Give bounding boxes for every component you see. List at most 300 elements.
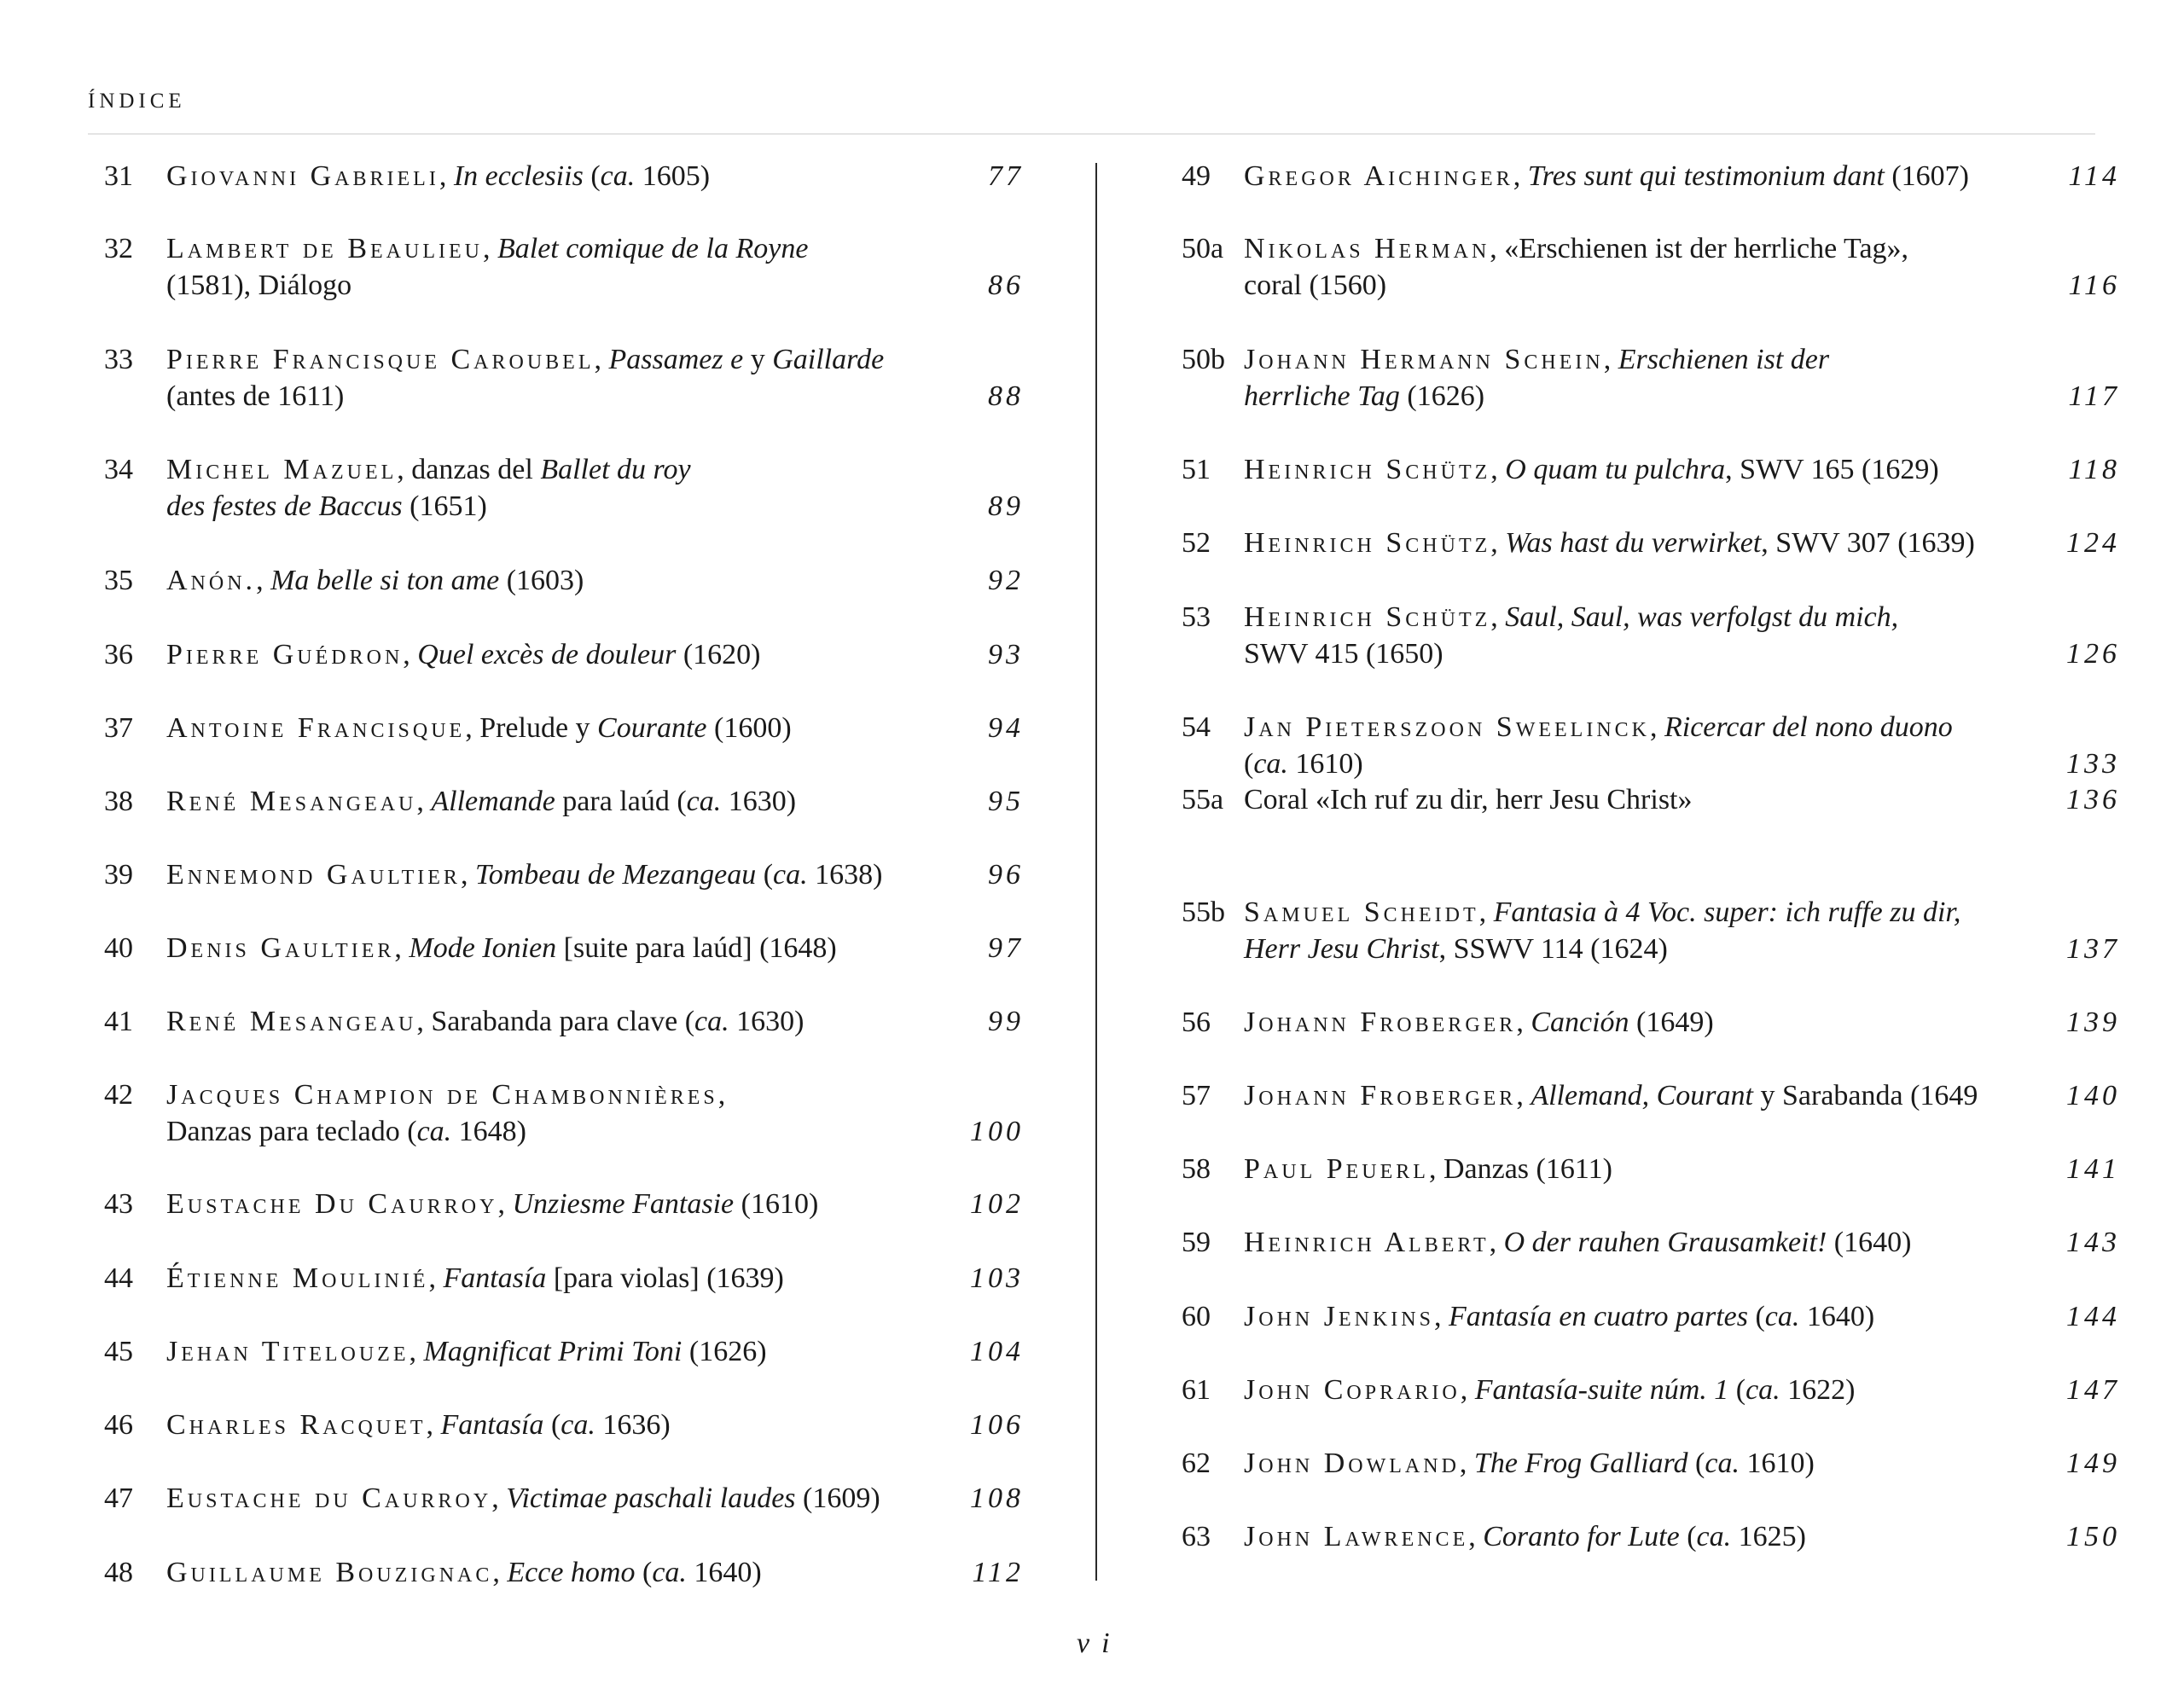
page-number: 106	[970, 1409, 1024, 1441]
entry-line	[1244, 931, 1960, 967]
toc-entry	[104, 856, 1024, 893]
entry-text: (	[635, 1557, 653, 1588]
entry-text: (	[1728, 1374, 1746, 1406]
entry-text: ,	[1478, 897, 1494, 928]
entry-line	[166, 158, 710, 194]
entry-text: , SWV 307 (1639)	[1761, 527, 1975, 559]
toc-entry	[104, 930, 1024, 966]
entry-text: ,	[439, 160, 454, 192]
entry-text: ,	[1490, 454, 1506, 485]
entry-title	[166, 158, 710, 194]
entry-text: ,	[1513, 160, 1528, 192]
entry-line	[166, 1480, 880, 1517]
entry-text: ,	[460, 859, 475, 891]
composer-name: John Dowland	[1244, 1448, 1460, 1479]
toc-entry	[104, 1003, 1024, 1040]
entry-text: (1626)	[1399, 380, 1485, 412]
entry-text: ,	[1516, 1080, 1531, 1111]
entry-number: 35	[104, 565, 133, 596]
entry-line	[166, 930, 837, 966]
work-title: ca.	[694, 1006, 729, 1037]
entry-number: 52	[1182, 527, 1211, 559]
toc-entry	[1182, 1372, 2120, 1408]
composer-name: Étienne Moulinié	[166, 1262, 429, 1294]
entry-text: [para violas] (1639)	[546, 1262, 784, 1294]
page-number: 94	[988, 712, 1024, 744]
composer-name: Johann Hermann Schein	[1244, 344, 1604, 375]
entry-text: (1607)	[1884, 160, 1970, 192]
entry-line	[1244, 1004, 1714, 1041]
work-title: Quel excès de douleur	[417, 639, 677, 670]
page-number: 77	[988, 160, 1024, 192]
entry-text: , SSWV 114 (1624)	[1438, 933, 1668, 965]
entry-number: 50b	[1182, 344, 1225, 375]
entry-text: (1640)	[1827, 1227, 1912, 1258]
page-number: 114	[2068, 160, 2120, 192]
entry-line	[166, 1260, 784, 1297]
composer-name: René Mesangeau	[166, 1006, 417, 1037]
work-title: ca.	[773, 859, 808, 891]
toc-entry	[104, 451, 1024, 525]
entry-text: , Prelude y	[465, 712, 598, 744]
index-header: ÍNDICE	[88, 90, 186, 113]
entry-text: , SWV 165 (1629)	[1725, 454, 1939, 485]
entry-text: y Sarabanda (1649	[1753, 1080, 1978, 1111]
entry-title	[166, 1260, 784, 1297]
entry-number: 44	[104, 1262, 133, 1294]
entry-number: 38	[104, 786, 133, 817]
entry-number: 55b	[1182, 897, 1225, 928]
entry-text: , Danzas (1611)	[1428, 1153, 1612, 1185]
composer-name: Eustache du Caurroy	[166, 1483, 492, 1514]
entry-text: 1625)	[1731, 1521, 1806, 1552]
page-number: 108	[970, 1483, 1024, 1514]
entry-title	[1244, 1445, 1815, 1482]
entry-title	[1244, 1151, 1612, 1187]
page-number: 118	[2068, 454, 2120, 485]
entry-text: ,	[717, 1079, 726, 1111]
entry-text: 1630)	[729, 1006, 804, 1037]
work-title: Balet comique de la Royne	[497, 233, 809, 264]
entry-line	[166, 230, 808, 267]
composer-name: Heinrich Schütz	[1244, 454, 1491, 485]
entry-number: 54	[1182, 711, 1211, 743]
page-number: 139	[2066, 1007, 2120, 1038]
page-number: 124	[2066, 527, 2120, 559]
work-title: Passamez e	[608, 344, 744, 375]
toc-entry	[104, 1333, 1024, 1370]
work-title: Ma belle si ton ame	[270, 565, 500, 596]
entry-line	[1244, 1224, 1911, 1261]
entry-number: 55a	[1182, 784, 1224, 815]
toc-entry	[1182, 158, 2120, 194]
entry-number: 62	[1182, 1448, 1211, 1479]
composer-name: John Jenkins	[1244, 1301, 1434, 1332]
page-number: 133	[2066, 748, 2120, 780]
entry-title	[1244, 1518, 1806, 1555]
page-number: 117	[2068, 380, 2120, 412]
entry-line	[1244, 709, 1953, 746]
entry-text: ,	[492, 1557, 508, 1588]
composer-name: René Mesangeau	[166, 786, 417, 817]
work-title: Unziesme Fantasie	[512, 1188, 735, 1220]
entry-title	[1244, 230, 1908, 304]
entry-title	[166, 1003, 804, 1040]
entry-line	[1244, 1372, 1856, 1408]
toc-entry	[104, 783, 1024, 820]
page-number: 99	[988, 1006, 1024, 1037]
entry-title	[166, 341, 884, 415]
work-title: Gaillarde	[772, 344, 885, 375]
page-number: 144	[2066, 1301, 2120, 1332]
entry-text: ,	[491, 1483, 507, 1514]
entry-number: 42	[104, 1079, 133, 1111]
entry-number: 63	[1182, 1521, 1211, 1552]
toc-entry	[1182, 599, 2120, 672]
work-title: O quam tu pulchra	[1505, 454, 1726, 485]
entry-number: 49	[1182, 160, 1211, 192]
entry-number: 41	[104, 1006, 133, 1037]
entry-text: (	[1679, 1521, 1697, 1552]
page-number: 149	[2066, 1448, 2120, 1479]
entry-text: 1610)	[1287, 748, 1363, 780]
work-title: ca.	[1764, 1301, 1800, 1332]
page-number: 96	[988, 859, 1024, 891]
entry-title	[1244, 894, 1960, 967]
work-title: ca.	[1745, 1374, 1780, 1406]
entry-text: ,	[497, 1188, 513, 1220]
work-title: ca.	[686, 786, 722, 817]
entry-line	[1244, 781, 1693, 818]
entry-text: ,	[594, 344, 609, 375]
column-divider	[1095, 163, 1097, 1581]
page-number: 89	[988, 490, 1024, 522]
entry-line	[166, 1554, 762, 1591]
composer-name: Ennemond Gaultier	[166, 859, 461, 891]
entry-number: 59	[1182, 1227, 1211, 1258]
page-number: 140	[2066, 1080, 2120, 1111]
entry-line	[166, 488, 691, 525]
toc-entry	[104, 158, 1024, 194]
composer-name: Lambert de Beaulieu	[166, 233, 483, 264]
entry-line	[1244, 230, 1908, 267]
work-title: Erschienen ist der	[1618, 344, 1830, 375]
entry-text: ,	[409, 1336, 424, 1367]
entry-line	[1244, 1077, 1978, 1114]
entry-text: ,	[428, 1262, 444, 1294]
work-title: ca.	[652, 1557, 687, 1588]
page-number: 93	[988, 639, 1024, 670]
page-number: 95	[988, 786, 1024, 817]
page-number: 143	[2066, 1227, 2120, 1258]
composer-name: Johann Froberger	[1244, 1080, 1517, 1111]
entry-line	[1244, 894, 1960, 931]
page-number: 141	[2066, 1153, 2120, 1185]
page-number: 100	[970, 1116, 1024, 1147]
entry-number: 60	[1182, 1301, 1211, 1332]
entry-number: 61	[1182, 1374, 1211, 1406]
entry-text: 1636)	[595, 1409, 671, 1441]
toc-entry	[1182, 1077, 2120, 1114]
page-number: 112	[972, 1557, 1024, 1588]
entry-text: (1649)	[1629, 1007, 1714, 1038]
entry-line	[1244, 746, 1953, 782]
composer-name: Gregor Aichinger	[1244, 160, 1513, 192]
entry-title	[1244, 341, 1829, 415]
entry-line	[166, 267, 808, 304]
entry-text: ,	[1490, 527, 1506, 559]
toc-entry	[1182, 525, 2120, 561]
entry-text: , Sarabanda para clave (	[416, 1006, 695, 1037]
work-title: Fantasía-suite núm. 1	[1474, 1374, 1729, 1406]
entry-title	[1244, 1298, 1874, 1335]
work-title: Victimae paschali laudes	[506, 1483, 796, 1514]
entry-text: ,	[394, 932, 410, 964]
entry-text: ,	[1489, 1227, 1504, 1258]
entry-title	[166, 1407, 671, 1443]
entry-title	[166, 636, 761, 673]
toc-entry	[1182, 1445, 2120, 1482]
composer-name: Antoine Francisque	[166, 712, 466, 744]
work-title: Tombeau de Mezangeau	[474, 859, 757, 891]
entry-text: 1630)	[721, 786, 797, 817]
entry-number: 57	[1182, 1080, 1211, 1111]
entry-text: Coral «Ich ruf zu dir, herr Jesu Christ»	[1244, 784, 1693, 815]
work-title: ca.	[416, 1116, 452, 1147]
entry-number: 51	[1182, 454, 1211, 485]
entry-title	[166, 1076, 725, 1150]
page-number: 103	[970, 1262, 1024, 1294]
composer-name: Heinrich Albert	[1244, 1227, 1490, 1258]
page-number: 88	[988, 380, 1024, 412]
composer-name: Michel Mazuel	[166, 454, 398, 485]
page-number: 137	[2066, 933, 2120, 965]
entry-line	[1244, 378, 1829, 415]
entry-text: ,	[1468, 1521, 1484, 1552]
entry-text: para laúd (	[555, 786, 687, 817]
entry-text: 1638)	[807, 859, 883, 891]
toc-entry	[1182, 1151, 2120, 1187]
composer-name: Anón.	[166, 565, 257, 596]
work-title: Magnificat Primi Toni	[423, 1336, 682, 1367]
entry-text: (1626)	[682, 1336, 767, 1367]
work-title: Herr Jesu Christ	[1244, 933, 1439, 965]
toc-entry	[1182, 230, 2120, 304]
work-title: ca.	[1696, 1521, 1732, 1552]
toc-entry	[104, 1186, 1024, 1222]
toc-entry	[104, 1407, 1024, 1443]
toc-entry	[104, 1076, 1024, 1150]
entry-line	[166, 562, 584, 599]
entry-title	[166, 562, 584, 599]
entry-number: 31	[104, 160, 133, 192]
composer-name: Heinrich Schütz	[1244, 601, 1491, 633]
entry-title	[166, 230, 808, 304]
entry-line	[166, 783, 796, 820]
work-title: Allemande	[431, 786, 555, 817]
composer-name: Jacques Champion de Chambonnières	[166, 1079, 718, 1111]
entry-text: ,	[256, 565, 271, 596]
work-title: Ballet du roy	[540, 454, 691, 485]
work-title: Saul, Saul, was verfolgst du mich,	[1505, 601, 1899, 633]
entry-number: 37	[104, 712, 133, 744]
page-number: 150	[2066, 1521, 2120, 1552]
entry-text: (	[543, 1409, 561, 1441]
entry-line	[166, 1003, 804, 1040]
entry-line	[166, 1333, 767, 1370]
toc-entry	[104, 636, 1024, 673]
entry-number: 40	[104, 932, 133, 964]
entry-line	[1244, 451, 1939, 488]
toc-entry	[1182, 341, 2120, 415]
entry-text: 1640)	[686, 1557, 762, 1588]
entry-title	[1244, 709, 1953, 782]
composer-name: Pierre Francisque Caroubel	[166, 344, 595, 375]
work-title: Allemand, Courant	[1531, 1080, 1753, 1111]
work-title: herrliche Tag	[1244, 380, 1400, 412]
entry-text: (	[756, 859, 774, 891]
toc-entry	[104, 1480, 1024, 1517]
toc-entry	[104, 710, 1024, 746]
work-title: Tres sunt qui testimonium dant	[1527, 160, 1885, 192]
work-title: The Frog Galliard	[1473, 1448, 1688, 1479]
toc-entry	[1182, 1298, 2120, 1335]
entry-text: ,	[1433, 1301, 1449, 1332]
entry-text: 1648)	[451, 1116, 526, 1147]
work-title: Mode Ionien	[409, 932, 557, 964]
toc-entry	[1182, 1224, 2120, 1261]
work-title: Fantasía	[443, 1262, 547, 1294]
entry-title	[166, 1333, 767, 1370]
entry-line	[1244, 599, 1898, 635]
entry-line	[166, 1407, 671, 1443]
entry-title	[1244, 1077, 1978, 1114]
entry-title	[166, 1554, 762, 1591]
composer-name: Samuel Scheidt	[1244, 897, 1479, 928]
page-number: 86	[988, 270, 1024, 301]
toc-entry	[1182, 781, 2120, 818]
entry-number: 56	[1182, 1007, 1211, 1038]
composer-name: Pierre Guédron	[166, 639, 404, 670]
entry-number: 36	[104, 639, 133, 670]
entry-number: 53	[1182, 601, 1211, 633]
work-title: Fantasía en cuatro partes	[1448, 1301, 1748, 1332]
toc-entry	[1182, 894, 2120, 967]
entry-number: 45	[104, 1336, 133, 1367]
entry-line	[1244, 158, 1969, 194]
entry-text: ,	[426, 1409, 441, 1441]
entry-title	[1244, 1224, 1911, 1261]
work-title: Coranto for Lute	[1483, 1521, 1680, 1552]
entry-number: 48	[104, 1557, 133, 1588]
entry-text: (1651)	[402, 490, 487, 522]
page-number: 116	[2068, 270, 2120, 301]
toc-entry	[104, 230, 1024, 304]
entry-text: ,	[482, 233, 497, 264]
work-title: Fantasia à 4 Voc. super: ich ruffe zu dir,	[1493, 897, 1961, 928]
entry-text: SWV 415 (1650)	[1244, 638, 1443, 670]
entry-number: 46	[104, 1409, 133, 1441]
entry-line	[1244, 525, 1975, 561]
composer-name: Charles Racquet	[166, 1409, 427, 1441]
page-folio: vi	[1077, 1628, 1122, 1659]
work-title: O der rauhen Grausamkeit!	[1503, 1227, 1827, 1258]
work-title: Was hast du verwirket	[1505, 527, 1762, 559]
composer-name: Heinrich Schütz	[1244, 527, 1491, 559]
entry-text: (1600)	[706, 712, 792, 744]
entry-number: 32	[104, 233, 133, 264]
entry-text: (	[1244, 748, 1254, 780]
entry-title	[1244, 1372, 1856, 1408]
entry-text: (1610)	[734, 1188, 819, 1220]
work-title: ca.	[600, 160, 636, 192]
entry-line	[1244, 1298, 1874, 1335]
entry-line	[166, 1186, 818, 1222]
entry-number: 39	[104, 859, 133, 891]
entry-line	[166, 378, 884, 415]
entry-line	[1244, 267, 1908, 304]
page-number: 136	[2066, 784, 2120, 815]
entry-text: , «Erschienen ist der herrliche Tag»,	[1490, 233, 1909, 264]
composer-name: Guillaume Bouzignac	[166, 1557, 493, 1588]
toc-entry	[104, 1554, 1024, 1591]
entry-number: 33	[104, 344, 133, 375]
composer-name: Jehan Titelouze	[166, 1336, 410, 1367]
entry-title	[166, 930, 837, 966]
entry-text: [suite para laúd] (1648)	[556, 932, 837, 964]
entry-text: (1581), Diálogo	[166, 270, 352, 301]
entry-text: (antes de 1611)	[166, 380, 345, 412]
toc-entry	[104, 341, 1024, 415]
work-title: Ricercar del nono duono	[1664, 711, 1953, 743]
entry-title	[166, 856, 882, 893]
entry-text: (	[1747, 1301, 1765, 1332]
entry-text: ,	[1603, 344, 1618, 375]
work-title: ca.	[561, 1409, 595, 1441]
entry-text: Danzas para teclado (	[166, 1116, 417, 1147]
entry-text: ,	[1650, 711, 1664, 743]
entry-line	[1244, 1518, 1806, 1555]
header-rule	[88, 133, 2095, 135]
composer-name: Giovanni Gabrieli	[166, 160, 439, 192]
entry-title	[1244, 451, 1939, 488]
entry-text: 1605)	[635, 160, 711, 192]
entry-text: (1603)	[499, 565, 584, 596]
work-title: ca.	[1253, 748, 1288, 780]
entry-line	[166, 1113, 725, 1150]
work-title: In ecclesiis	[453, 160, 584, 192]
entry-text: 1610)	[1739, 1448, 1815, 1479]
entry-text: ,	[1459, 1448, 1474, 1479]
entry-text: (1609)	[795, 1483, 880, 1514]
entry-number: 58	[1182, 1153, 1211, 1185]
entry-number: 34	[104, 454, 133, 485]
page-number: 92	[988, 565, 1024, 596]
composer-name: John Coprario	[1244, 1374, 1461, 1406]
work-title: Courante	[597, 712, 707, 744]
entry-title	[166, 451, 691, 525]
composer-name: John Lawrence	[1244, 1521, 1469, 1552]
work-title: Canción	[1531, 1007, 1629, 1038]
entry-text: 1622)	[1780, 1374, 1856, 1406]
entry-line	[166, 856, 882, 893]
composer-name: Johann Froberger	[1244, 1007, 1517, 1038]
entry-text: , danzas del	[397, 454, 541, 485]
composer-name: Nikolas Herman	[1244, 233, 1490, 264]
entry-title	[1244, 1004, 1714, 1041]
composer-name: Denis Gaultier	[166, 932, 395, 964]
work-title: Fantasía	[440, 1409, 544, 1441]
